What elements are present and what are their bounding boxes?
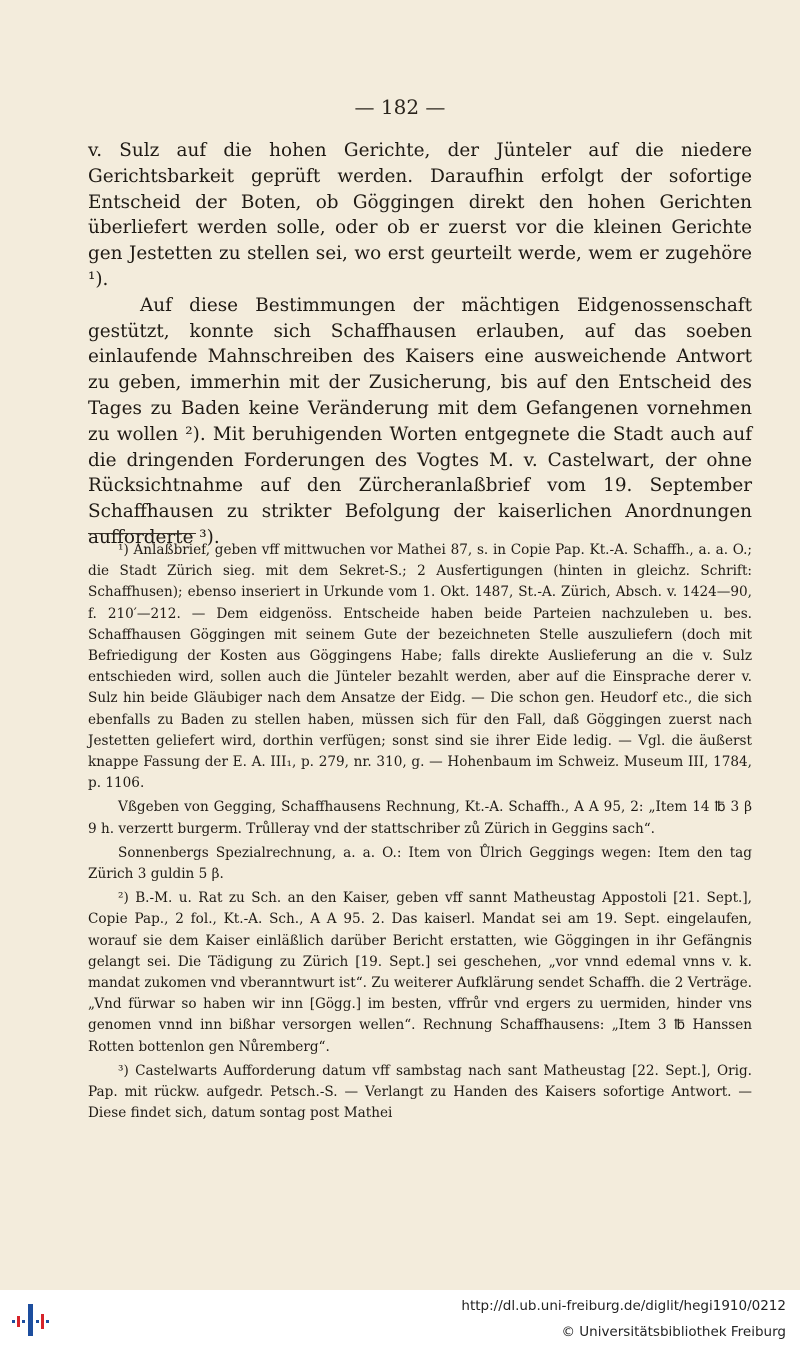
main-text <box>88 138 752 551</box>
footnote-1-addendum-b: Sonnenbergs Spezialrechnung, a. a. O.: Item von Ůlrich Geggings wegen: Item den tag Zürich 3 guldin 5 β. <box>88 844 752 883</box>
page-number: — 182 — <box>354 95 446 119</box>
footer-bar <box>0 1290 800 1349</box>
paragraph-1: v. Sulz auf die hohen Gerichte, der Jünteler auf die niedere Gerichtsbarkeit geprüft werden. Daraufhin erfolgt der sofortige Entscheid der Boten, ob Göggingen direkt den hohen Gerichten überliefert werden solle, oder ob er zuerst vor die kleinen Gerichte gen Jestetten zu stellen sei, wo erst geurteilt werde, wem er zugehöre ¹). <box>88 140 752 290</box>
permalink-url[interactable]: http://dl.ub.uni-freiburg.de/diglit/hegi1910/0212 <box>461 1298 786 1314</box>
footnote-1-addendum-a: Vßgeben von Gegging, Schaffhausens Rechnung, Kt.-A. Schaffh., A A 95, 2: „Item 14 ℔ 3 β 9 h. verzertt burgerm. Trůlleray vnd der stattschriber zů Zürich in Geggins sach“. <box>88 799 752 837</box>
footnotes <box>88 540 752 1124</box>
footnote-divider <box>88 533 196 534</box>
footnote-3: ³) Castelwarts Aufforderung datum vff sambstag nach sant Matheustag [22. Sept.], Orig. Pap. mit rückw. aufgedr. Petsch.-S. — Verlangt zu Handen des Kaisers sofortige Antwort. — Diese findet sich, datum sontag post Mathei <box>88 1062 752 1122</box>
footnote-2: ²) B.-M. u. Rat zu Sch. an den Kaiser, geben vff sannt Matheustag Appostoli [21. Sept.], Copie Pap., 2 fol., Kt.-A. Sch., A A 95. 2. Das kaiserl. Mandat sei am 19. Sept. eingelaufen, worauf sie dem Kaiser einläßlich darüber Bericht erstatten, wie Göggingen in ihr Gefängnis gelangt sei. Die Tädigung zu Zürich [19. Sept.] sei geschehen, „vor vnnd edemal vnns v. k. mandat zukomen vnd vberanntwurt ist“. Zu weiterer Aufklärung sendet Schaffh. die 2 Verträge. „Vnd fürwar so haben wir inn [Gögg.] im besten, vffrůr vnd ergers zu uermiden, hinder vns genomen vnnd inn bißhar versorgen wellen“. Rechnung Schaffhausens: „Item 3 ℔ Hanssen Rotten bottenlon gen Nůremberg“. <box>88 890 752 1055</box>
paragraph-2: Auf diese Bestimmungen der mächtigen Eidgenossenschaft gestützt, konnte sich Schaffhausen erlauben, auf das soeben einlaufende Mahnschreiben des Kaisers eine ausweichende Antwort zu geben, immerhin mit der Zusicherung, bis auf den Entscheid des Tages zu Baden keine Veränderung mit dem Gefangenen vornehmen zu wollen ²). Mit beruhigenden Worten entgegnete die Stadt auch auf die dringenden Forderungen des Vogtes M. v. Castelwart, der ohne Rücksichtnahme auf den Zürcheranlaßbrief vom 19. September Schaffhausen zu strikter Befolgung der kaiserlichen Anordnungen aufforderte ³). <box>88 294 752 548</box>
ub-freiburg-logo-icon[interactable] <box>12 1302 52 1338</box>
footnote-1: ¹) Anlaßbrief, geben vff mittwuchen vor Mathei 87, s. in Copie Pap. Kt.-A. Schaffh., a. a. O.; die Stadt Zürich sieg. mit dem Sekret-S.; 2 Ausfertigungen (hinten in gleichz. Schrift: Schaffhusen); ebenso inseriert in Urkunde vom 1. Okt. 1487, St.-A. Zürich, Absch. v. 1424—90, f. 210′—212. — Dem eidgenöss. Entscheide haben beide Parteien nachzuleben u. bes. Schaffhausen Göggingen mit seinem Gute der bezeichneten Stelle auszuliefern (doch mit Befriedigung der Kosten aus Göggingens Habe; falls direkte Auslieferung an die v. Sulz entschieden wird, sollen auch die Jünteler bezahlt werden, aber auf die Einsprache derer v. Sulz hin beide Gläubiger nach dem Ansatze der Eidg. — Die schon gen. Heudorf etc., die sich ebenfalls zu Baden zu stellen haben, müssen sich für den Fall, daß Göggingen zuerst nach Jestetten geliefert wird, dorthin verfügen; sonst sind sie ihrer Eide ledig. — Vgl. die äußerst knappe Fassung der E. A. III₁, p. 279, nr. 310, g. — Hohenbaum im Schweiz. Museum III, 1784, p. 1106. <box>88 542 752 792</box>
copyright-notice: © Universitätsbibliothek Freiburg <box>561 1324 786 1340</box>
